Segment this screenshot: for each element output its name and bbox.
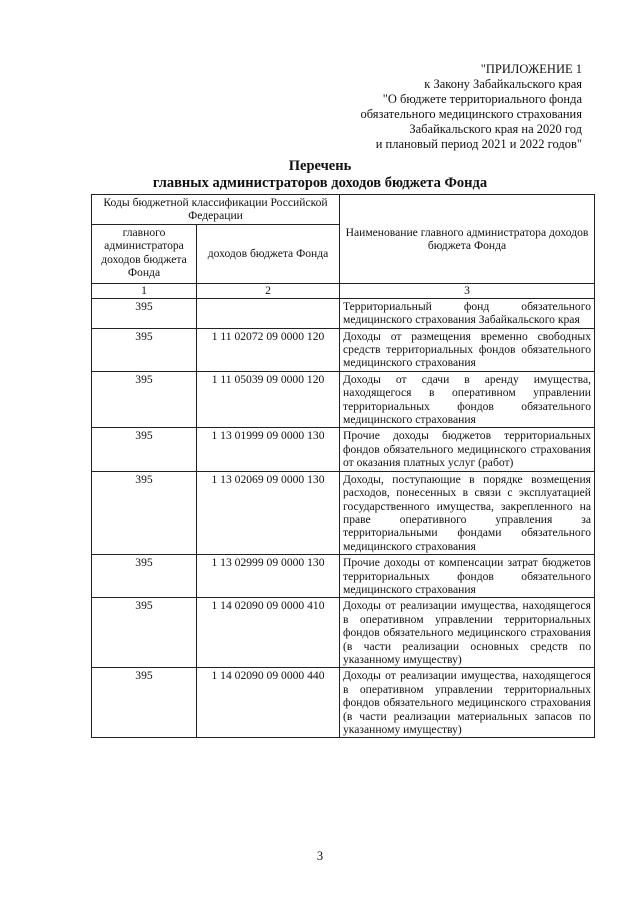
table-row [92, 668, 595, 738]
column-number: 3 [340, 283, 595, 298]
appendix-line: "ПРИЛОЖЕНИЕ 1 [480, 62, 582, 76]
document-title [0, 158, 640, 192]
revenue-name-cell: Территориальный фонд обязательного медицинского страхования Забайкальского края [340, 298, 595, 328]
revenue-code-cell [197, 298, 340, 328]
title-line-1: Перечень [288, 158, 352, 174]
column-number-row [92, 283, 595, 298]
admin-code-cell: 395 [92, 328, 197, 371]
table-row [92, 298, 595, 328]
admin-code-cell: 395 [92, 471, 197, 554]
revenue-name-cell: Доходы от сдачи в аренду имущества, находящегося в оперативном управлении территориальных фондов обязательного медицинского страхования [340, 371, 595, 428]
table-row [92, 471, 595, 554]
column-number: 1 [92, 283, 197, 298]
appendix-line: и плановый период 2021 и 2022 годов" [375, 137, 582, 151]
column-number: 2 [197, 283, 340, 298]
revenue-code-cell: 1 14 02090 09 0000 410 [197, 598, 340, 668]
appendix-line: к Закону Забайкальского края [424, 77, 582, 91]
revenue-name-cell: Доходы, поступающие в порядке возмещения расходов, понесенных в связи с эксплуатацией государственного имущества, закрепленного на праве оперативного управления за территориальными фондами обязательного медицинского страхования [340, 471, 595, 554]
revenue-name-cell: Прочие доходы бюджетов территориальных фондов обязательного медицинского страхования от оказания платных услуг (работ) [340, 428, 595, 471]
header-revenue-code: доходов бюджета Фонда [197, 224, 340, 283]
revenue-name-cell: Доходы от реализации имущества, находящегося в оперативном управлении территориальных фондов обязательного медицинского страхования (в части реализации материальных запасов по указанному имуществу) [340, 668, 595, 738]
revenue-code-cell: 1 11 02072 09 0000 120 [197, 328, 340, 371]
revenue-name-cell: Доходы от реализации имущества, находящегося в оперативном управлении территориальных фондов обязательного медицинского страхования (в части реализации основных средств по указанному имуществу) [340, 598, 595, 668]
appendix-header [360, 62, 582, 152]
page-number: 3 [316, 849, 324, 863]
admin-code-cell: 395 [92, 555, 197, 598]
admin-code-cell: 395 [92, 668, 197, 738]
table-header-row [92, 195, 595, 225]
administrators-table [91, 194, 595, 738]
admin-code-cell: 395 [92, 598, 197, 668]
header-administrator-name: Наименование главного администратора доходов бюджета Фонда [340, 195, 595, 284]
table-row [92, 371, 595, 428]
appendix-line: обязательного медицинского страхования [360, 107, 582, 121]
revenue-name-cell: Доходы от размещения временно свободных средств территориальных фондов обязательного медицинского страхования [340, 328, 595, 371]
header-classification-codes: Коды бюджетной классификации Российской Федерации [92, 195, 340, 225]
header-main-administrator: главного администратора доходов бюджета Фонда [92, 224, 197, 283]
table-row [92, 428, 595, 471]
table-row [92, 598, 595, 668]
admin-code-cell: 395 [92, 371, 197, 428]
revenue-code-cell: 1 14 02090 09 0000 440 [197, 668, 340, 738]
revenue-code-cell: 1 11 05039 09 0000 120 [197, 371, 340, 428]
table-row [92, 555, 595, 598]
revenue-code-cell: 1 13 02069 09 0000 130 [197, 471, 340, 554]
admin-code-cell: 395 [92, 298, 197, 328]
revenue-name-cell: Прочие доходы от компенсации затрат бюджетов территориальных фондов обязательного медицинского страхования [340, 555, 595, 598]
appendix-line: "О бюджете территориального фонда [382, 92, 582, 106]
table-row [92, 328, 595, 371]
title-line-2: главных администраторов доходов бюджета Фонда [152, 175, 488, 191]
admin-code-cell: 395 [92, 428, 197, 471]
revenue-code-cell: 1 13 01999 09 0000 130 [197, 428, 340, 471]
revenue-code-cell: 1 13 02999 09 0000 130 [197, 555, 340, 598]
appendix-line: Забайкальского края на 2020 год [409, 122, 582, 136]
